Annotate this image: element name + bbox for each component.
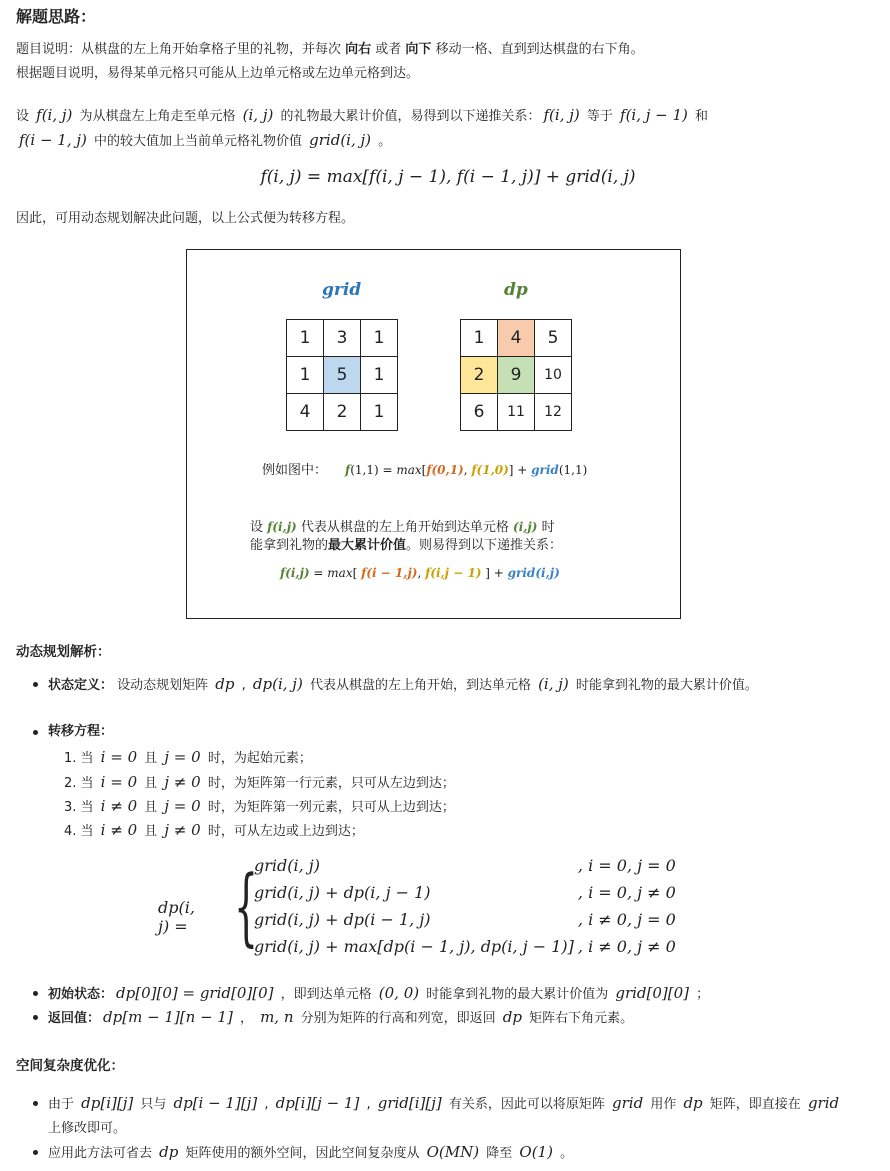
piecewise-expression: grid(i, j) + dp(i, j − 1) xyxy=(254,883,431,902)
text: 2. 当 xyxy=(64,776,98,791)
bullet-return-value xyxy=(48,1005,848,1031)
math-expression: grid[0][0] xyxy=(615,984,690,1002)
math-expression: dp xyxy=(215,675,235,693)
text: 设 xyxy=(16,109,34,124)
piecewise-row xyxy=(252,906,678,933)
text: 矩阵，即直接在 xyxy=(705,1097,805,1112)
matrix-row xyxy=(461,320,572,357)
piecewise-row xyxy=(252,852,678,879)
math-expression: f(i, j) xyxy=(36,106,73,124)
desc-ij: (i,j) xyxy=(513,520,538,534)
text: 时，为矩阵第一列元素，只可从上边到达； xyxy=(203,800,455,815)
text: , xyxy=(417,566,426,580)
math-expression: j ≠ 0 xyxy=(164,821,201,839)
bold-text: 向下 xyxy=(405,42,432,57)
math-expression: dp[i − 1][j] xyxy=(173,1094,258,1112)
text: ] + xyxy=(508,463,532,477)
text: 4. 当 xyxy=(64,824,98,839)
math-expression: i ≠ 0 xyxy=(100,821,138,839)
dp-matrix xyxy=(460,319,572,431)
text: 中的较大值加上当前单元格礼物价值 xyxy=(89,134,307,149)
math-expression: i = 0 xyxy=(100,773,138,791)
text: 时，可从左边或上边到达； xyxy=(203,824,364,839)
matrix-cell: 4 xyxy=(287,394,324,431)
text: 应用此方法可省去 xyxy=(48,1146,157,1161)
text: 3. 当 xyxy=(64,800,98,815)
text: 代表从棋盘的左上角开始，到达单元格 xyxy=(305,678,536,693)
desc-text: 时 xyxy=(537,520,555,535)
math-expression: dp xyxy=(502,1008,522,1026)
text: , xyxy=(362,1097,375,1112)
piecewise-expression: grid(i, j) xyxy=(254,856,320,875)
text: 时能拿到礼物的最大累计价值为 xyxy=(422,987,613,1002)
math-expression: (i, j) xyxy=(242,106,274,124)
math-expression: grid xyxy=(612,1094,644,1112)
matrix-cell: 6 xyxy=(461,394,498,431)
matrix-cell: 1 xyxy=(287,320,324,357)
desc-fij: f(i,j) xyxy=(267,520,297,534)
example-formula xyxy=(345,463,587,477)
math-expression: (0, 0) xyxy=(378,984,420,1002)
bold-text: 向右 xyxy=(345,42,372,57)
matrix-row xyxy=(461,394,572,431)
text: = xyxy=(309,566,328,580)
matrix-row xyxy=(287,320,398,357)
case-item xyxy=(64,745,312,772)
example-figure xyxy=(186,249,681,619)
math-max: max xyxy=(327,566,353,580)
matrix-cell: 5 xyxy=(324,357,361,394)
math-expression: O(MN) xyxy=(426,1143,480,1161)
problem-note xyxy=(16,62,419,86)
math-expression: f(i, j) xyxy=(543,106,580,124)
piecewise-expression: grid(i, j) + max[dp(i − 1, j), dp(i, j − 1)] xyxy=(254,937,574,956)
bold-text: 初始状态： xyxy=(48,987,114,1002)
case-item xyxy=(64,770,455,797)
bold-text: 转移方程： xyxy=(48,724,114,739)
text: 设动态规划矩阵 xyxy=(113,678,213,693)
piecewise-expression: grid(i, j) + dp(i − 1, j) xyxy=(254,910,431,929)
math-expression: j = 0 xyxy=(164,797,201,815)
math-expression: f(i, j − 1) xyxy=(620,106,688,124)
matrix-row xyxy=(287,394,398,431)
matrix-cell: 5 xyxy=(535,320,572,357)
text: 。 xyxy=(555,1146,574,1161)
matrix-cell: 10 xyxy=(535,357,572,394)
bullet-state-definition xyxy=(48,672,848,698)
text: 或者 xyxy=(371,42,406,57)
piecewise-condition: , i ≠ 0, j = 0 xyxy=(577,910,676,929)
desc-text: 设 xyxy=(250,520,268,535)
colored-term: f(1,0) xyxy=(471,463,509,477)
recurrence-text xyxy=(16,103,708,129)
text: 的礼物最大累计价值，易得到以下递推关系： xyxy=(276,109,541,124)
math-expression: m, n xyxy=(260,1008,294,1026)
matrix-cell: 4 xyxy=(498,320,535,357)
text: 用作 xyxy=(646,1097,681,1112)
heading-dp-analysis: 动态规划解析： xyxy=(16,644,111,660)
text: ， xyxy=(235,1011,258,1026)
matrix-cell: 1 xyxy=(287,357,324,394)
text: 只与 xyxy=(136,1097,171,1112)
colored-term: f(i,j − 1) xyxy=(425,566,482,580)
math-max: max xyxy=(396,463,422,477)
text: 题目说明：从棋盘的左上角开始拿格子里的礼物，并每次 xyxy=(16,42,346,57)
colored-term: f(0,1) xyxy=(426,463,464,477)
desc-text: 。则易得到以下递推关系： xyxy=(406,538,563,553)
matrix-cell: 11 xyxy=(498,394,535,431)
piecewise-row xyxy=(252,879,678,906)
heading-space-optimization: 空间复杂度优化： xyxy=(16,1058,124,1074)
bullet-optimization-1 xyxy=(48,1091,848,1141)
heading-solution-idea: 解题思路： xyxy=(16,7,97,26)
grid-matrix xyxy=(286,319,398,431)
text: ] + xyxy=(481,566,508,580)
bold-text: 返回值： xyxy=(48,1011,101,1026)
matrix-row xyxy=(287,357,398,394)
math-expression: j = 0 xyxy=(164,748,201,766)
matrix-cell: 1 xyxy=(361,357,398,394)
case-item xyxy=(64,818,364,845)
math-expression: dp xyxy=(159,1143,179,1161)
math-expression: grid(i, j) xyxy=(309,131,372,149)
text: 有关系，因此可以将原矩阵 xyxy=(444,1097,610,1112)
text: , xyxy=(237,678,250,693)
colored-term: grid(i,j) xyxy=(507,566,560,580)
colored-term: f xyxy=(345,463,351,477)
piecewise-lhs: dp(i, j) = xyxy=(158,898,195,936)
math-expression: j ≠ 0 xyxy=(164,773,201,791)
problem-statement xyxy=(16,38,644,62)
matrix-row xyxy=(461,357,572,394)
text: 且 xyxy=(140,824,162,839)
math-expression: dp[i][j] xyxy=(81,1094,134,1112)
text: 降至 xyxy=(482,1146,517,1161)
main-formula: f(i, j) = max[f(i, j − 1), f(i − 1, j)] + grid(i, j) xyxy=(260,167,636,187)
piecewise-row xyxy=(252,933,678,960)
text: 且 xyxy=(140,751,162,766)
matrix-cell: 3 xyxy=(324,320,361,357)
matrix-cell: 1 xyxy=(361,320,398,357)
grid-title: grid xyxy=(322,280,362,300)
bullet-transition xyxy=(48,720,848,744)
text: 时，为起始元素； xyxy=(203,751,312,766)
text: ； xyxy=(692,987,710,1002)
bullet-optimization-2 xyxy=(48,1140,848,1166)
piecewise-condition: , i = 0, j ≠ 0 xyxy=(577,883,676,902)
text: [ xyxy=(352,566,362,580)
math-expression: dp[0][0] = grid[0][0] xyxy=(116,984,274,1002)
matrix-cell: 12 xyxy=(535,394,572,431)
text: (1,1) xyxy=(558,463,588,477)
example-label: 例如图中： xyxy=(262,463,328,478)
text: [ xyxy=(421,463,427,477)
math-expression: f(i − 1, j) xyxy=(19,131,87,149)
text: 1. 当 xyxy=(64,751,98,766)
desc-text: 能拿到礼物的 xyxy=(250,538,329,553)
text: 矩阵右下角元素。 xyxy=(524,1011,634,1026)
math-expression: grid[i][j] xyxy=(377,1094,442,1112)
matrix-cell: 9 xyxy=(498,357,535,394)
math-expression: grid xyxy=(807,1094,840,1112)
text: 等于 xyxy=(582,109,618,124)
math-expression: i ≠ 0 xyxy=(100,797,138,815)
text: 和 xyxy=(690,109,709,124)
case-item xyxy=(64,794,455,821)
piecewise-cases xyxy=(252,852,678,960)
text: 矩阵使用的额外空间，因此空间复杂度从 xyxy=(181,1146,424,1161)
text: 。 xyxy=(374,134,392,149)
desc-text: 代表从棋盘的左上角开始到达单元格 xyxy=(296,520,514,535)
math-expression: dp[m − 1][n − 1] xyxy=(103,1008,233,1026)
text: 根据题目说明，易得某单元格只可能从上边单元格或左边单元格到达。 xyxy=(16,66,420,81)
conclusion-text: 因此，可用动态规划解决此问题，以上公式便为转移方程。 xyxy=(16,211,355,226)
text: , xyxy=(260,1097,273,1112)
text: 为从棋盘左上角走至单元格 xyxy=(75,109,240,124)
text: 上修改即可。 xyxy=(48,1121,127,1136)
matrix-cell: 2 xyxy=(461,357,498,394)
text: ，即到达单元格 xyxy=(276,987,376,1002)
bold-text: 状态定义： xyxy=(48,678,114,693)
text: 分别为矩阵的行高和列宽，即返回 xyxy=(296,1011,500,1026)
text: 移动一格、直到到达棋盘的右下角。 xyxy=(431,42,644,57)
colored-term: grid xyxy=(531,463,559,477)
figure-recurrence xyxy=(280,566,560,580)
math-expression: dp(i, j) xyxy=(252,675,303,693)
text: 且 xyxy=(140,800,162,815)
brace-icon: { xyxy=(234,857,259,955)
text: 时，为矩阵第一行元素，只可从左边到达； xyxy=(203,776,455,791)
piecewise-condition: , i ≠ 0, j ≠ 0 xyxy=(577,937,676,956)
text: (1,1) = xyxy=(350,463,397,477)
text: 由于 xyxy=(48,1097,79,1112)
desc-bold: 最大累计价值 xyxy=(328,538,407,553)
colored-term: f(i − 1,j) xyxy=(361,566,418,580)
math-expression: dp[i][j − 1] xyxy=(275,1094,360,1112)
text: 时能拿到礼物的最大累计价值。 xyxy=(571,678,758,693)
math-expression: dp xyxy=(683,1094,703,1112)
math-expression: O(1) xyxy=(519,1143,553,1161)
colored-term: f(i,j) xyxy=(280,566,310,580)
text: , xyxy=(463,463,472,477)
math-expression: (i, j) xyxy=(538,675,569,693)
bullet-initial-state xyxy=(48,981,848,1007)
matrix-cell: 1 xyxy=(361,394,398,431)
piecewise-condition: , i = 0, j = 0 xyxy=(577,856,676,875)
recurrence-text-cont xyxy=(16,128,391,154)
dp-title: dp xyxy=(504,280,528,300)
matrix-cell: 1 xyxy=(461,320,498,357)
matrix-cell: 2 xyxy=(324,394,361,431)
math-expression: i = 0 xyxy=(100,748,138,766)
text: 且 xyxy=(140,776,162,791)
